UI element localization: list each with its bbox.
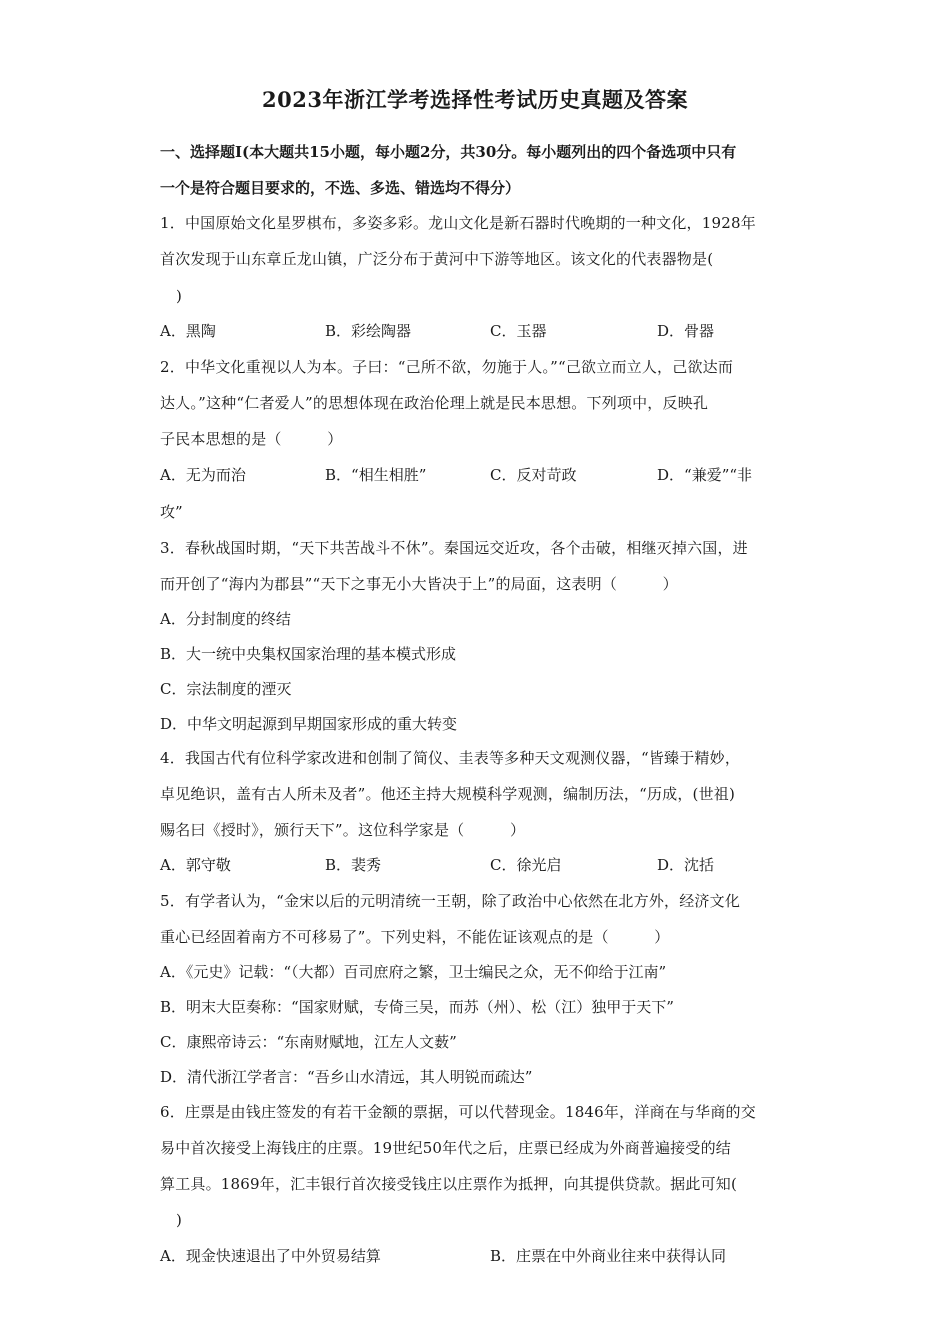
q3-option-b: B．大一统中央集权国家治理的基本模式形成 — [160, 645, 457, 663]
q4-stem-line2: 卓见绝识，盖有古人所未及者”。他还主持大规模科学观测，编制历法，“历成，(世祖) — [160, 785, 736, 803]
q2-option-c: C．反对苛政 — [490, 466, 577, 484]
q4-stem-line3: 赐名曰《授时》，颁行天下”。这位科学家是（ ） — [160, 821, 526, 839]
q5-stem-line2: 重心已经固着南方不可移易了”。下列史料，不能佐证该观点的是（ ） — [160, 928, 670, 946]
q2-option-d-continued: 攻” — [160, 503, 183, 521]
q6-option-a: A．现金快速退出了中外贸易结算 — [160, 1247, 381, 1265]
q5-option-a: A．《元史》记载：“（大都）百司庶府之繁，卫士编民之众，无不仰给于江南” — [160, 963, 667, 981]
q1-option-a: A．黑陶 — [160, 322, 216, 340]
q2-option-b: B．“相生相胜” — [325, 466, 427, 484]
q2-stem-line2: 达人。”这种“仁者爱人”的思想体现在政治伦理上就是民本思想。下列项中，反映孔 — [160, 394, 709, 412]
q2-stem-line3: 子民本思想的是（ ） — [160, 430, 343, 448]
q2-option-a: A．无为而治 — [160, 466, 246, 484]
section-heading-line2: 一个是符合题目要求的，不选、多选、错选均不得分） — [160, 179, 521, 197]
q3-option-d: D．中华文明起源到早期国家形成的重大转变 — [160, 715, 458, 733]
q3-stem-line2: 而开创了“海内为郡县”“天下之事无小大皆决于上”的局面，这表明（ ） — [160, 575, 678, 593]
page-title: 2023年浙江学考选择性考试历史真题及答案 — [262, 87, 688, 112]
q6-answer-paren: ) — [176, 1211, 182, 1229]
q3-stem-line1: 3．春秋战国时期，“天下共苦战斗不休”。秦国远交近攻，各个击破，相继灭掉六国，进 — [160, 539, 748, 557]
q6-stem-line2: 易中首次接受上海钱庄的庄票。19世纪50年代之后，庄票已经成为外商普遍接受的结 — [160, 1139, 731, 1157]
q2-stem-line1: 2．中华文化重视以人为本。子曰：“己所不欲，勿施于人。”“己欲立而立人，己欲达而 — [160, 358, 734, 376]
q1-option-c: C．玉器 — [490, 322, 547, 340]
q4-option-c: C．徐光启 — [490, 856, 562, 874]
q1-option-b: B．彩绘陶器 — [325, 322, 412, 340]
q5-option-c: C．康熙帝诗云：“东南财赋地，江左人文薮” — [160, 1033, 457, 1051]
q5-option-b: B．明末大臣奏称：“国家财赋，专倚三吴，而苏（州）、松（江）独甲于天下” — [160, 998, 674, 1016]
q5-stem-line1: 5．有学者认为，“金宋以后的元明清统一王朝，除了政治中心依然在北方外，经济文化 — [160, 892, 741, 910]
q4-option-a: A．郭守敬 — [160, 856, 231, 874]
q1-stem-line2: 首次发现于山东章丘龙山镇，广泛分布于黄河中下游等地区。该文化的代表器物是( — [160, 250, 714, 268]
q6-option-b: B．庄票在中外商业往来中获得认同 — [490, 1247, 727, 1265]
q4-option-d: D．沈括 — [657, 856, 715, 874]
q6-stem-line1: 6．庄票是由钱庄签发的有若干金额的票据，可以代替现金。1846年，洋商在与华商的交 — [160, 1103, 756, 1121]
q5-option-d: D．清代浙江学者言：“吾乡山水清远，其人明锐而疏达” — [160, 1068, 533, 1086]
q2-option-d: D．“兼爱”“非 — [657, 466, 753, 484]
q1-option-d: D．骨器 — [657, 322, 715, 340]
q1-stem-line1: 1．中国原始文化星罗棋布，多姿多彩。龙山文化是新石器时代晚期的一种文化，1928年 — [160, 214, 756, 232]
section-heading-line1: 一、选择题Ⅰ(本大题共15小题，每小题2分，共30分。每小题列出的四个备选项中只有 — [160, 143, 737, 161]
q6-stem-line3: 算工具。1869年，汇丰银行首次接受钱庄以庄票作为抵押，向其提供贷款。据此可知( — [160, 1175, 738, 1193]
q3-option-c: C．宗法制度的湮灭 — [160, 680, 292, 698]
q4-option-b: B．裴秀 — [325, 856, 382, 874]
q4-stem-line1: 4．我国古代有位科学家改进和创制了简仪、圭表等多种天文观测仪器，“皆臻于精妙， — [160, 749, 741, 767]
q1-answer-paren: ) — [176, 287, 182, 305]
q3-option-a: A．分封制度的终结 — [160, 610, 291, 628]
